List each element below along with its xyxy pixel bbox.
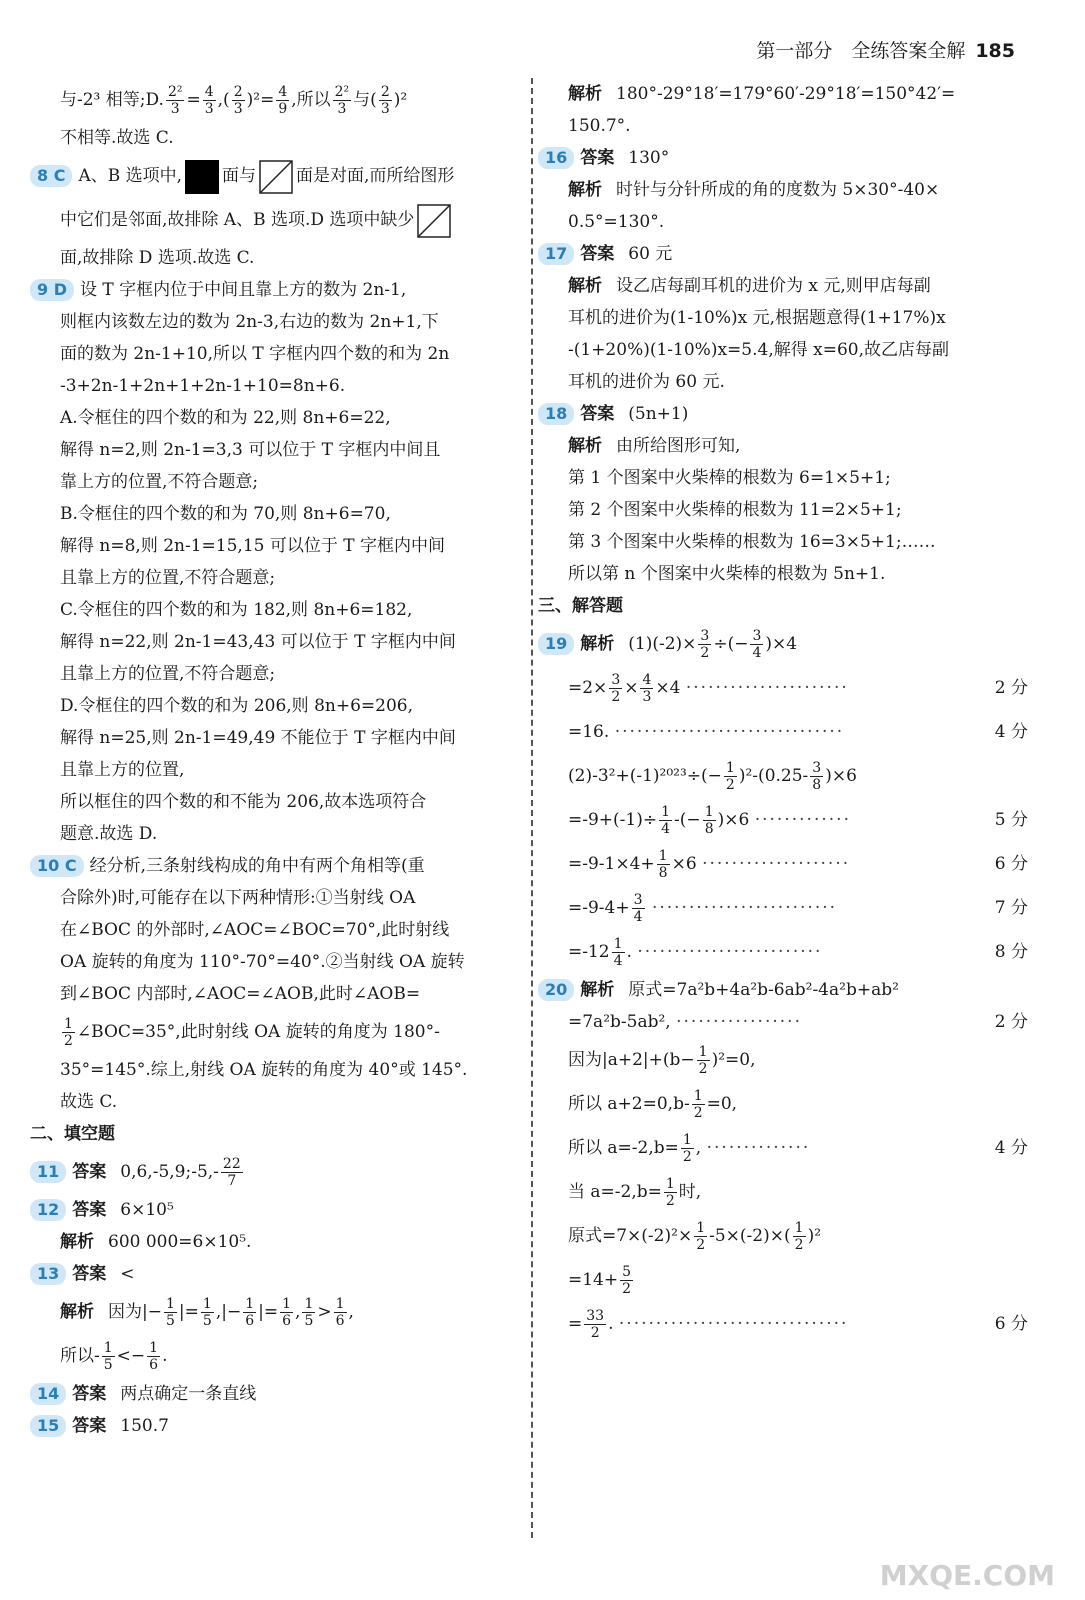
q16-badge: 16 — [538, 147, 574, 169]
q19-step: =-9+(-1)÷ $\frac{1}{4}$ -(− $\frac{1}{8}$ )×6 ············· 5 分 — [568, 804, 1028, 837]
q9-line: B.令框住的四个数的和为 70,则 8n+6=70, — [60, 504, 391, 524]
q9-line: 解得 n=22,则 2n-1=43,43 可以位于 T 字框内中间 — [60, 632, 456, 652]
q13-badge: 13 — [30, 1263, 66, 1285]
q19-step: (2)-3²+(-1)²⁰²³÷(− $\frac{1}{2}$ )²-(0.25- $\frac{3}{8}$ )×6 — [568, 760, 857, 793]
q9-line: 解得 n=25,则 2n-1=49,49 不能位于 T 字框内中间 — [60, 728, 456, 748]
q19-step: 19 解析 (1)(-2)× $\frac{3}{2}$ ÷(− $\frac{3}{4}$ )×4 — [568, 622, 1028, 666]
left-column — [30, 78, 515, 1442]
fraction: $\frac{1}{6}$ — [245, 1296, 255, 1329]
fraction: $\frac{1}{8}$ — [704, 804, 714, 837]
q8-line1: 8 C A、B 选项中, 面与 面是对面,而所给图形 — [60, 154, 515, 198]
q13-conclusion: 所以- $\frac{1}{5}$ <− $\frac{1}{6}$ . — [60, 1340, 168, 1373]
section-solutions: 三、解答题 — [538, 596, 623, 616]
q8-badge: 8 C — [30, 165, 72, 187]
header-title: 第一部分 全练答案全解 — [756, 40, 966, 62]
fraction: $\frac{1}{2}$ — [794, 1220, 804, 1253]
q8-line2: 中它们是邻面,故排除 A、B 选项.D 选项中缺少 — [60, 198, 515, 242]
q14-answer: 14 答案 两点确定一条直线 — [60, 1378, 515, 1410]
q17-line: 耳机的进价为(1-10%)x 元,根据题意得(1+17%)x — [568, 308, 946, 328]
diagonal-square-icon — [259, 160, 293, 194]
fraction: $\frac{1}{6}$ — [335, 1296, 345, 1329]
fraction: $\frac{1}{6}$ — [282, 1296, 292, 1329]
q18-line: 第 1 个图案中火柴棒的根数为 6=1×5+1; — [568, 468, 891, 488]
fraction: $\frac{3}{4}$ — [752, 628, 762, 661]
q13-answer: 13 答案 < — [60, 1258, 515, 1290]
fraction: $\frac{1}{5}$ — [202, 1296, 212, 1329]
fraction: $\frac{1}{5}$ — [304, 1296, 314, 1329]
q18-analysis: 解析 由所给图形可知, — [568, 436, 741, 456]
fraction: $\frac{4}{3}$ — [642, 672, 652, 705]
q10-line: 在∠BOC 的外部时,∠AOC=∠BOC=70°,此时射线 — [60, 920, 450, 940]
q16-answer: 16 答案 130° — [568, 142, 1028, 174]
fraction: $\frac{2}{3}$ — [233, 84, 243, 117]
q9-line: 解得 n=8,则 2n-1=15,15 可以位于 T 字框内中间 — [60, 536, 446, 556]
q14-badge: 14 — [30, 1383, 66, 1405]
q20-step: 所以 a+2=0,b- $\frac{1}{2}$ =0, — [568, 1088, 738, 1121]
q9-line: 则框内该数左边的数为 2n-3,右边的数为 2n+1,下 — [60, 312, 439, 332]
fraction: $\frac{\text{2²}}{3}$ — [167, 84, 183, 117]
fraction: $\frac{3}{2}$ — [700, 628, 710, 661]
q10-line: 35°=145°.综上,射线 OA 旋转的角度为 40°或 145°. — [60, 1060, 468, 1080]
q9-line: C.令框住的四个数的和为 182,则 8n+6=182, — [60, 600, 413, 620]
right-column — [538, 78, 1028, 1346]
fraction: $\frac{1}{6}$ — [149, 1340, 159, 1373]
fraction: $\frac{1}{2}$ — [725, 760, 735, 793]
fraction: $\frac{1}{2}$ — [682, 1132, 692, 1165]
q18-line: 第 3 个图案中火柴棒的根数为 16=3×5+1;…… — [568, 532, 936, 552]
q11-badge: 11 — [30, 1161, 66, 1183]
q15-badge: 15 — [30, 1415, 66, 1437]
fraction: $\frac{1}{2}$ — [696, 1220, 706, 1253]
q18-badge: 18 — [538, 403, 574, 425]
q9-line: 题意.故选 D. — [60, 824, 158, 844]
q11-answer: 11 答案 0,6,-5,9;-5,- $\frac{22}{7}$ — [60, 1150, 515, 1194]
fraction: $\frac{\text{2²}}{3}$ — [334, 84, 350, 117]
q10-line: OA 旋转的角度为 110°-70°=40°.②当射线 OA 旋转 — [60, 952, 465, 972]
q19-badge: 19 — [538, 633, 574, 655]
fraction: $\frac{4}{3}$ — [204, 84, 214, 117]
q12-badge: 12 — [30, 1199, 66, 1221]
q20-step: =7a²b-5ab², ················· 2 分 — [568, 1012, 1028, 1032]
page-number: 185 — [975, 40, 1015, 62]
fraction: $\frac{1}{8}$ — [658, 848, 668, 881]
q18-line: 第 2 个图案中火柴棒的根数为 11=2×5+1; — [568, 500, 902, 520]
fraction: $\frac{3}{2}$ — [611, 672, 621, 705]
q19-step: =-12 $\frac{1}{4}$ . ························· 8 分 — [568, 936, 1028, 969]
q20-step: 原式=7×(-2)²× $\frac{1}{2}$ -5×(-2)×( $\frac{1}{2}$ )² — [568, 1220, 822, 1253]
q9-line: 面的数为 2n-1+10,所以 T 字框内四个数的和为 2n — [60, 344, 450, 364]
diagonal-square-icon — [417, 204, 451, 238]
q9-line: 9 D 设 T 字框内位于中间且靠上方的数为 2n-1, — [60, 274, 515, 306]
q20-step: 所以 a=-2,b= $\frac{1}{2}$ , ·············· 4 分 — [568, 1132, 1028, 1165]
q8-line3: 面,故排除 D 选项.故选 C. — [60, 248, 255, 268]
q10-line: 10 C 经分析,三条射线构成的角中有两个角相等(重 — [60, 850, 515, 882]
q16-analysis: 解析 时针与分针所成的角的度数为 5×30°-40× — [568, 180, 940, 200]
q12-answer: 12 答案 6×10⁵ — [60, 1194, 515, 1226]
q16-analysis-2: 0.5°=130°. — [568, 212, 665, 232]
q12-analysis: 解析 600 000=6×10⁵. — [60, 1232, 252, 1252]
q9-line: 所以框住的四个数的和不能为 206,故本选项符合 — [60, 792, 427, 812]
q20-step: =14+ $\frac{5}{2}$ — [568, 1264, 632, 1297]
q17-line: -(1+20%)(1-10%)x=5.4,解得 x=60,故乙店每副 — [568, 340, 950, 360]
q10-badge: 10 C — [30, 855, 84, 877]
q10-line: 合除外)时,可能存在以下两种情形:①当射线 OA — [60, 888, 416, 908]
q18-answer: 18 答案 (5n+1) — [568, 398, 1028, 430]
q9-line: 解得 n=2,则 2n-1=3,3 可以位于 T 字框内中间且 — [60, 440, 441, 460]
fraction: $\frac{1}{2}$ — [64, 1016, 73, 1049]
page-header — [756, 36, 1015, 63]
q20-step: 当 a=-2,b= $\frac{1}{2}$ 时, — [568, 1176, 702, 1209]
q9-line: 且靠上方的位置,不符合题意; — [60, 568, 276, 588]
q15-answer: 15 答案 150.7 — [60, 1410, 515, 1442]
q15-analysis-2: 150.7°. — [568, 116, 631, 136]
q17-analysis: 解析 设乙店每副耳机的进价为 x 元,则甲店每副 — [568, 276, 931, 296]
fraction: $\frac{5}{2}$ — [622, 1264, 632, 1297]
q9-line: 靠上方的位置,不符合题意; — [60, 472, 259, 492]
fraction: $\frac{1}{5}$ — [103, 1340, 113, 1373]
q19-step: =16. ······························· 4 分 — [568, 722, 1028, 742]
q9-line: 且靠上方的位置, — [60, 760, 185, 780]
fraction: $\frac{1}{4}$ — [613, 936, 623, 969]
q13-analysis: 解析 因为|− $\frac{1}{5}$ |= $\frac{1}{5}$ ,|− $\frac{1}{6}$ |= $\frac{1}{6}$ , $\frac{1}{5}$ > $\frac{1}{6}$ , — [60, 1296, 354, 1329]
q9-badge: 9 D — [30, 279, 74, 301]
fraction: $\frac{2}{3}$ — [380, 84, 390, 117]
q10-line: 故选 C. — [60, 1092, 118, 1112]
fraction: $\frac{3}{8}$ — [812, 760, 822, 793]
q10-line: 到∠BOC 内部时,∠AOC=∠AOB,此时∠AOB= — [60, 984, 421, 1004]
fraction: $\frac{1}{2}$ — [665, 1176, 675, 1209]
q7-line2: 不相等.故选 C. — [60, 128, 174, 148]
black-square-icon — [185, 160, 219, 194]
q7-line1: 与-2³ 相等;D. $\frac{\text{2²}}{3}$ = $\frac{4}{3}$ ,( $\frac{2}{3}$ )²= $\frac{4}{9}$ ,所以 $\frac{\text{2²}}{3}$ 与( $\frac{2}{3}$ )² — [60, 84, 408, 117]
q19-step: =2× $\frac{3}{2}$ × $\frac{4}{3}$ ×4 ······················ 2 分 — [568, 672, 1028, 705]
q17-badge: 17 — [538, 243, 574, 265]
fraction: $\frac{1}{2}$ — [698, 1044, 708, 1077]
q15-analysis: 解析 180°-29°18′=179°60′-29°18′=150°42′= — [568, 84, 956, 104]
column-divider — [531, 78, 533, 1538]
q17-answer: 17 答案 60 元 — [568, 238, 1028, 270]
q10-line: $\frac{1}{2}$ ∠BOC=35°,此时射线 OA 旋转的角度为 180°- — [64, 1016, 440, 1049]
fraction: $\frac{3}{4}$ — [633, 892, 643, 925]
q9-line: 且靠上方的位置,不符合题意; — [60, 664, 276, 684]
fraction: $\frac{1}{4}$ — [661, 804, 671, 837]
q20-badge: 20 — [538, 979, 574, 1001]
q9-line: A.令框住的四个数的和为 22,则 8n+6=22, — [60, 408, 391, 428]
q9-line: D.令框住的四个数的和为 206,则 8n+6=206, — [60, 696, 414, 716]
fraction: $\frac{22}{7}$ — [222, 1156, 241, 1189]
q18-line: 所以第 n 个图案中火柴棒的根数为 5n+1. — [568, 564, 886, 584]
q9-line: -3+2n-1+2n+1+2n-1+10=8n+6. — [60, 376, 346, 396]
q20-step: 20 解析 原式=7a²b+4a²b-6ab²-4a²b+ab² — [568, 974, 1028, 1006]
watermark: MXQE.COM — [879, 1559, 1055, 1592]
fraction: $\frac{1}{2}$ — [693, 1088, 703, 1121]
q20-step: = $\frac{33}{2}$ . ······························· 6 分 — [568, 1308, 1028, 1341]
fraction: $\frac{4}{9}$ — [278, 84, 288, 117]
q20-step: 因为|a+2|+(b− $\frac{1}{2}$ )²=0, — [568, 1044, 756, 1077]
q19-step: =-9-4+ $\frac{3}{4}$ ························· 7 分 — [568, 892, 1028, 925]
q19-step: =-9-1×4+ $\frac{1}{8}$ ×6 ···················· 6 分 — [568, 848, 1028, 881]
section-fill-in: 二、填空题 — [30, 1124, 115, 1144]
fraction: $\frac{1}{5}$ — [165, 1296, 175, 1329]
fraction: $\frac{33}{2}$ — [586, 1308, 605, 1341]
q17-line: 耳机的进价为 60 元. — [568, 372, 725, 392]
